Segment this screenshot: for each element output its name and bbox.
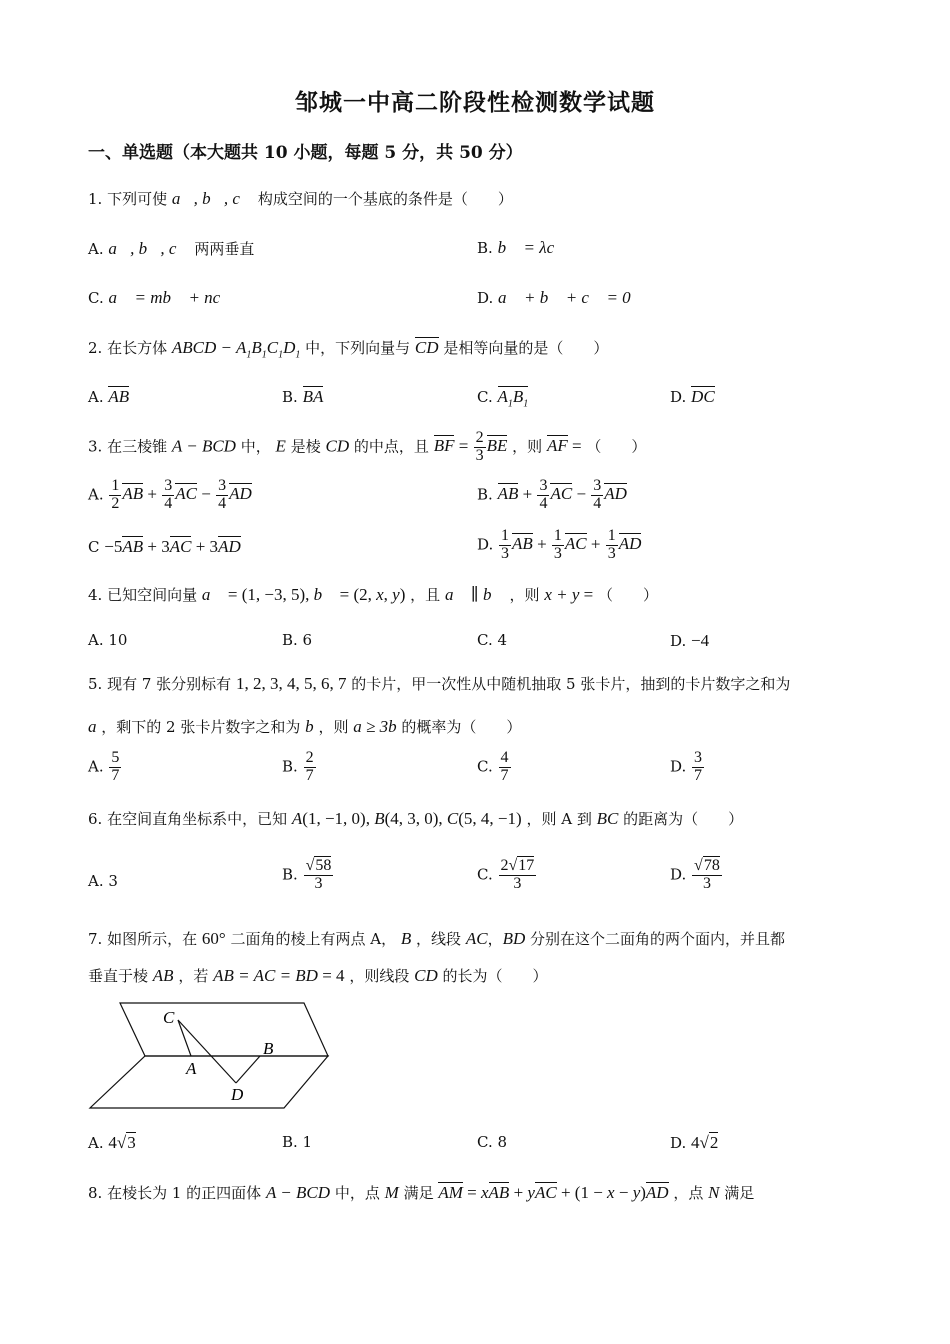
- label-b: B: [263, 1039, 274, 1058]
- question-number: 1.: [88, 190, 103, 208]
- dihedral-angle-figure: [88, 1000, 338, 1112]
- option-d[interactable]: D. 4√2: [670, 1133, 719, 1152]
- question-8: 8. 在棱长为 1 的正四面体 A − BCD 中，点 M 满足 AM = xAB + yAC + (1 − x − y)AD ，点 N 满足: [88, 1183, 755, 1202]
- question-1: [88, 188, 513, 209]
- question-5-cont: a ，剩下的 2 张卡片数字之和为 b ，则 a ≥ 3b 的概率为（ ）: [88, 717, 522, 736]
- question-3: 3. 在三棱锥 A − BCD 中， E 是棱 CD 的中点，且 BF = $\frac{2}{3}$ BE ，则 AF = （ ）: [88, 429, 647, 464]
- option-a[interactable]: A. 10: [88, 631, 128, 649]
- option-a[interactable]: A. 4√3: [88, 1133, 136, 1152]
- upper-plane: [120, 1003, 328, 1056]
- option-d[interactable]: D. $\frac{1}{3}$ AB + $\frac{1}{3}$ AC + $\frac{1}{3}$ AD: [477, 527, 642, 562]
- math-expr: CD: [414, 338, 439, 357]
- question-5: 5. 现有 7 张分别标有 1, 2, 3, 4, 5, 6, 7 的卡片，甲一次性从中随机抽取 5 张卡片，抽到的卡片数字之和为: [88, 674, 791, 693]
- option-b[interactable]: B. $\frac{√58}{3}$: [282, 857, 332, 892]
- option-b[interactable]: B. $\frac{2}{7}$: [282, 749, 314, 784]
- segment-ca: [178, 1020, 191, 1056]
- option-c[interactable]: C. a⃗ = mb⃗ + nc⃗: [88, 288, 234, 307]
- option-a[interactable]: A. AB: [88, 387, 130, 406]
- option-c[interactable]: C. 8: [477, 1133, 508, 1151]
- question-text: 构成空间的一个基底的条件是（ ）: [257, 190, 513, 208]
- option-b[interactable]: B. BA: [282, 387, 324, 406]
- lower-plane: [90, 1056, 328, 1108]
- math-expr: ABCD − $A_1B_1C_1D_1$: [171, 338, 301, 361]
- math-expr: a⃗, b⃗, c⃗: [171, 189, 254, 208]
- option-d[interactable]: D. $\frac{3}{7}$: [670, 749, 703, 784]
- option-c[interactable]: C. $\frac{4}{7}$: [477, 749, 509, 784]
- label-d: D: [231, 1085, 244, 1104]
- math-expr: b⃗ = λc⃗: [497, 238, 568, 257]
- label-a: A: [186, 1059, 197, 1078]
- option-d[interactable]: D. DC: [670, 387, 715, 406]
- option-a[interactable]: A. a⃗, b⃗, c⃗ 两两垂直: [88, 239, 255, 258]
- option-a[interactable]: A. $\frac{1}{2}$ AB + $\frac{3}{4}$ AC − $\frac{3}{4}$ AD: [88, 477, 252, 512]
- option-d[interactable]: D. $\frac{√78}{3}$: [670, 857, 720, 892]
- option-b[interactable]: B. 1: [282, 1133, 313, 1151]
- question-6: 6. 在空间直角坐标系中，已知 A(1, −1, 0), B(4, 3, 0), C(5, 4, −1) ，则 A 到 BC 的距离为（ ）: [88, 809, 744, 828]
- math-expr: a⃗ + b⃗ + c⃗ = 0⃗: [498, 288, 644, 307]
- question-7: 7. 如图所示，在 60° 二面角的棱上有两点 A， B ，线段 AC，BD 分别在这个二面角的两个面内，并且都: [88, 929, 786, 948]
- option-b[interactable]: B. b⃗ = λc⃗: [477, 238, 568, 257]
- label-c: C: [163, 1008, 175, 1027]
- option-a[interactable]: A. $\frac{5}{7}$: [88, 749, 120, 784]
- option-c[interactable]: C. $A_1B_1$: [477, 387, 529, 410]
- option-b[interactable]: B. AB + $\frac{3}{4}$ AC − $\frac{3}{4}$ AD: [477, 477, 627, 512]
- math-expr: a⃗ = mb⃗ + nc⃗: [108, 288, 234, 307]
- question-7-cont: 垂直于棱 AB ，若 AB = AC = BD = 4 ，则线段 CD 的长为（ ）: [88, 966, 548, 985]
- option-d[interactable]: D. −4: [670, 631, 710, 650]
- question-2: 2. 在长方体 ABCD − $A_1B_1C_1D_1$ 中，下列向量与 CD 是相等向量的是（ ）: [88, 338, 609, 361]
- question-4: 4. 已知空间向量 a⃗ = (1, −3, 5), b⃗ = (2, x, y) ，且 a⃗ ∥ b⃗ ，则 x + y = （ ）: [88, 585, 659, 604]
- page-title: 邹城一中高二阶段性检测数学试题: [295, 89, 655, 116]
- section-heading: 一、单选题（本大题共 10 小题，每题 5 分，共 50 分）: [88, 143, 523, 163]
- option-c[interactable]: C −5AB + 3AC + 3AD: [88, 537, 241, 556]
- option-b[interactable]: B. 6: [282, 631, 313, 649]
- segment-db: [236, 1056, 260, 1083]
- option-a[interactable]: A. 3: [88, 872, 118, 890]
- option-c[interactable]: C. $\frac{2√17}{3}$: [477, 857, 535, 892]
- option-d[interactable]: D. a⃗ + b⃗ + c⃗ = 0⃗: [477, 288, 644, 307]
- option-c[interactable]: C. 4: [477, 631, 508, 649]
- math-expr: a⃗, b⃗, c⃗: [108, 239, 190, 258]
- question-text: 下列可使: [107, 190, 168, 208]
